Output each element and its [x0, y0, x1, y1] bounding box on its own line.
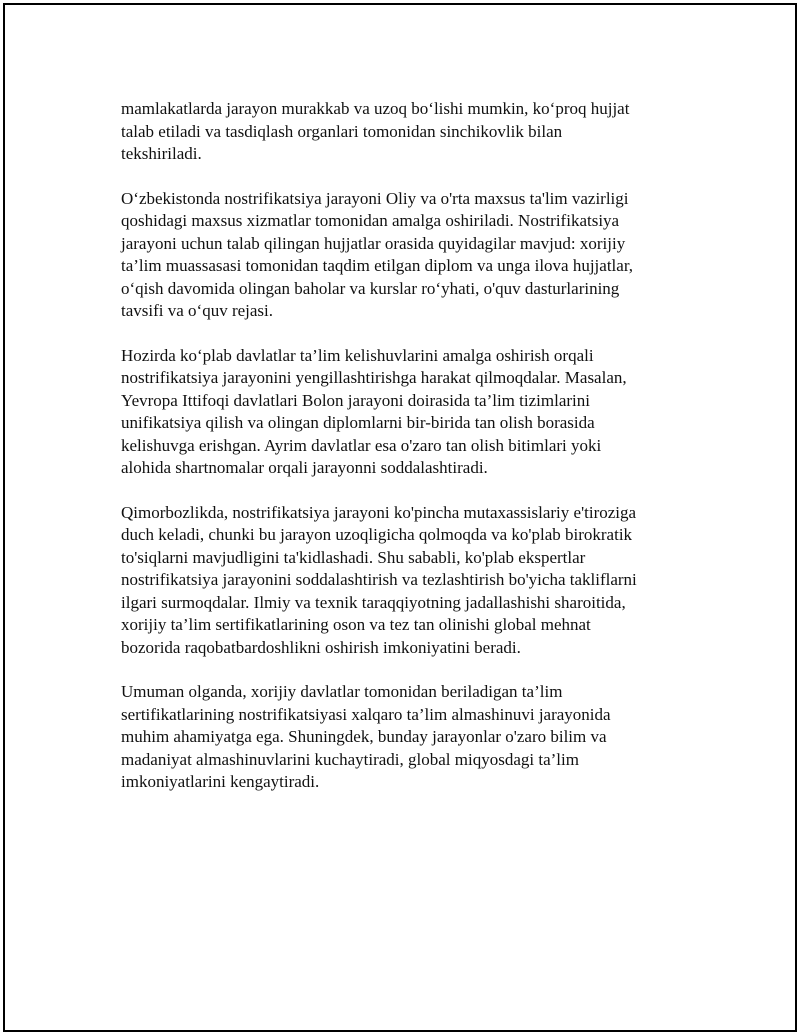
paragraph-criticism: Qimorbozlikda, nostrifikatsiya jarayoni ko'pincha mutaxassislariy e'tiroziga duch keladi, chunki bu jarayon uzoqligicha qolmoqda va ko'plab birokratik to'siqlarni mavjudligini ta'kidlashadi. Shu sababli, ko'plab ekspertlar nostrifikatsiya jarayonini soddalashtirish va tezlashtirish bo'yicha takliflarni ilgari surmoqdalar. Ilmiy va texnik taraqqiyotning jadallashishi sharoitida, xorijiy ta’lim sertifikatlarining oson va tez tan olinishi global mehnat bozorida raqobatbardoshlikni oshirish imkoniyatini beradi.	[121, 502, 637, 657]
page-frame	[3, 3, 797, 1032]
paragraph-conclusion: Umuman olganda, xorijiy davlatlar tomonidan beriladigan ta’lim sertifikatlarining nostrifikatsiyasi xalqaro ta’lim almashinuvi jarayonida muhim ahamiyatga ega. Shuningdek, bunday jarayonlar o'zaro bilim va madaniyat almashinuvlarini kuchaytiradi, global miqyosdagi ta’lim imkoniyatlarini kengaytiradi.	[121, 682, 611, 791]
paragraph-agreements: Hozirda ko‘plab davlatlar ta’lim kelishuvlarini amalga oshirish orqali nostrifikatsiya jarayonini yengillashtirishga harakat qilmoqdalar. Masalan, Yevropa Ittifoqi davlatlari Bolon jarayoni doirasida ta’lim tizimlarini unifikatsiya qilish va olingan diplomlarni bir-birida tan olish borasida kelishuvga erishgan. Ayrim davlatlar esa o'zaro tan olish bitimlari yoki alohida shartnomalar orqali jarayonni soddalashtiradi.	[121, 345, 627, 477]
paragraph-uzbekistan-process: O‘zbekistonda nostrifikatsiya jarayoni Oliy va o'rta maxsus ta'lim vazirligi qoshidagi maxsus xizmatlar tomonidan amalga oshiriladi. Nostrifikatsiya jarayoni uchun talab qilingan hujjatlar orasida quyidagilar mavjud: xorijiy ta’lim muassasasi tomonidan taqdim etilgan diplom va unga ilova hujjatlar, o‘qish davomida olingan baholar va kurslar ro‘yhati, o'quv dasturlarining tavsifi va o‘quv rejasi.	[121, 188, 634, 320]
document-body	[121, 98, 701, 816]
paragraph-continuation: mamlakatlarda jarayon murakkab va uzoq bo‘lishi mumkin, ko‘proq hujjat talab etiladi va tasdiqlash organlari tomonidan sinchikovlik bilan tekshiriladi.	[121, 99, 630, 163]
